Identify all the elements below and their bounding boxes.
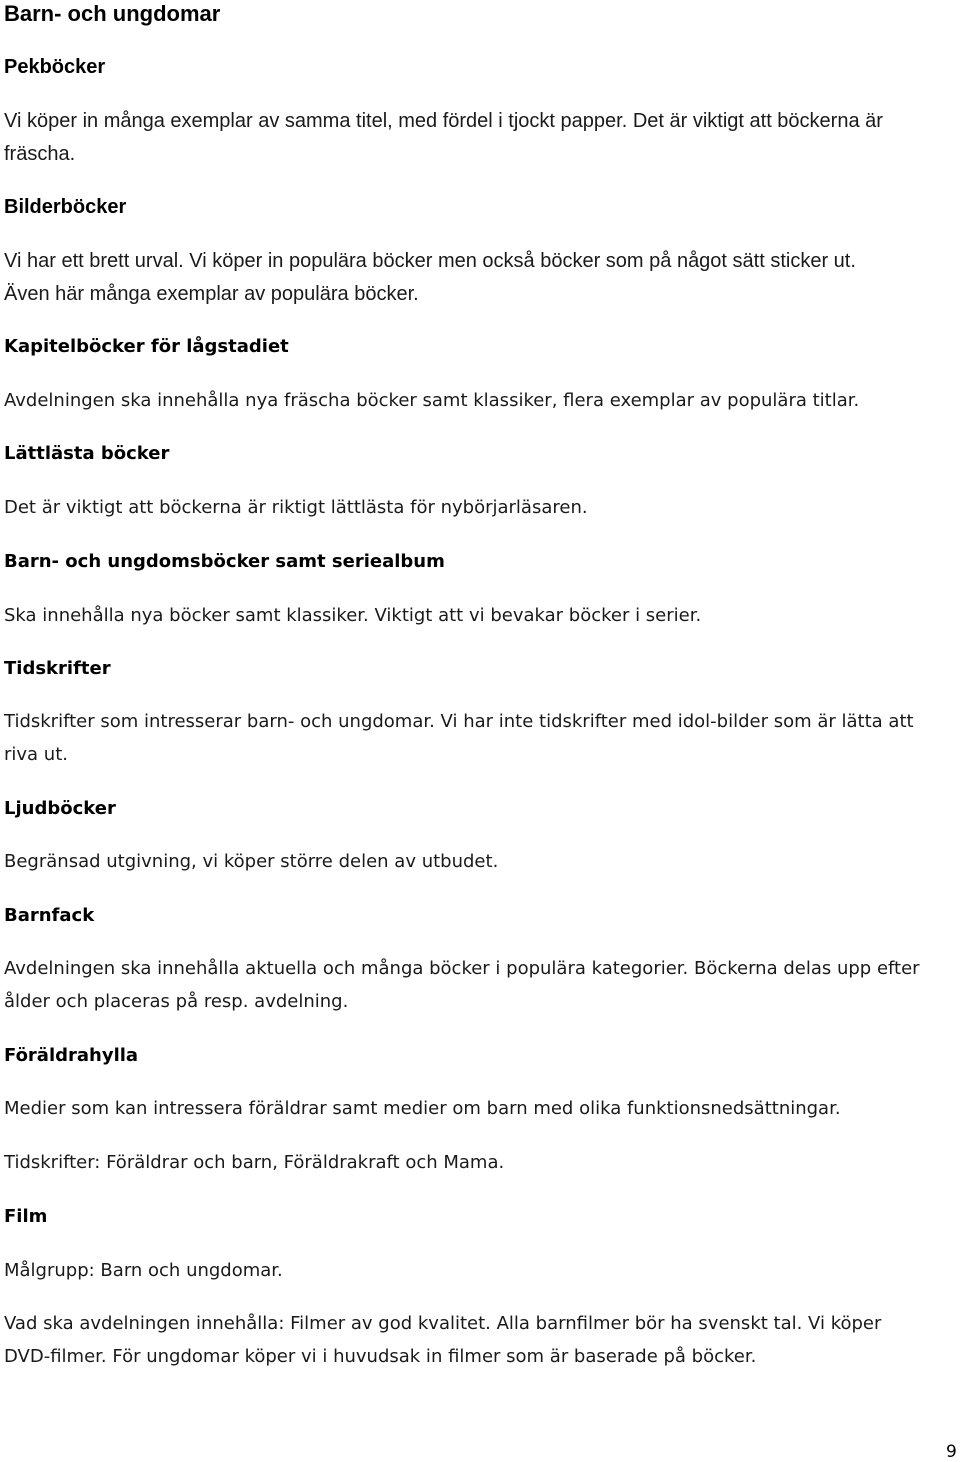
body-text-line: Avdelningen ska innehålla nya fräscha böcker samt klassiker, flera exemplar av populära titlar.	[4, 390, 860, 411]
section-heading: Tidskrifter	[4, 658, 111, 679]
body-text-line: Det är viktigt att böckerna är riktigt lättlästa för nybörjarläsaren.	[4, 497, 588, 518]
body-text-line: Även här många exemplar av populära böcker.	[4, 283, 419, 305]
body-text-line: Målgrupp: Barn och ungdomar.	[4, 1260, 283, 1281]
body-text-line: ålder och placeras på resp. avdelning.	[4, 991, 349, 1012]
body-text-line: Vad ska avdelningen innehålla: Filmer av god kvalitet. Alla barnfilmer bör ha svenskt tal. Vi köper	[4, 1313, 882, 1334]
section-heading: Barnfack	[4, 905, 95, 926]
body-text-line: Vi har ett brett urval. Vi köper in populära böcker men också böcker som på något sätt sticker ut.	[4, 250, 856, 272]
body-text-line: Medier som kan intressera föräldrar samt medier om barn med olika funktionsnedsättningar.	[4, 1098, 841, 1119]
section-heading: Bilderböcker	[4, 196, 127, 218]
page-number: 9	[946, 1442, 957, 1462]
body-text-line: DVD-filmer. För ungdomar köper vi i huvudsak in filmer som är baserade på böcker.	[4, 1346, 757, 1367]
section-heading: Pekböcker	[4, 56, 106, 78]
section-heading: Film	[4, 1206, 48, 1227]
section-heading: Föräldrahylla	[4, 1045, 139, 1066]
section-heading: Barn- och ungdomsböcker samt seriealbum	[4, 551, 445, 572]
page-title: Barn- och ungdomar	[4, 1, 221, 26]
body-text-line: fräscha.	[4, 143, 76, 165]
body-text-line: Tidskrifter som intresserar barn- och ungdomar. Vi har inte tidskrifter med idol-bilder som är lätta att	[4, 711, 914, 732]
section-heading: Lättlästa böcker	[4, 443, 170, 464]
body-text-line: Vi köper in många exemplar av samma titel, med fördel i tjockt papper. Det är viktigt att böckerna är	[4, 110, 883, 132]
section-heading: Kapitelböcker för lågstadiet	[4, 336, 289, 357]
body-text-line: Begränsad utgivning, vi köper större delen av utbudet.	[4, 851, 499, 872]
body-text-line: Ska innehålla nya böcker samt klassiker. Viktigt att vi bevakar böcker i serier.	[4, 605, 702, 626]
body-text-line: Tidskrifter: Föräldrar och barn, Föräldrakraft och Mama.	[4, 1152, 505, 1173]
body-text-line: riva ut.	[4, 744, 68, 765]
body-text-line: Avdelningen ska innehålla aktuella och många böcker i populära kategorier. Böckerna delas upp efter	[4, 958, 920, 979]
section-heading: Ljudböcker	[4, 798, 116, 819]
